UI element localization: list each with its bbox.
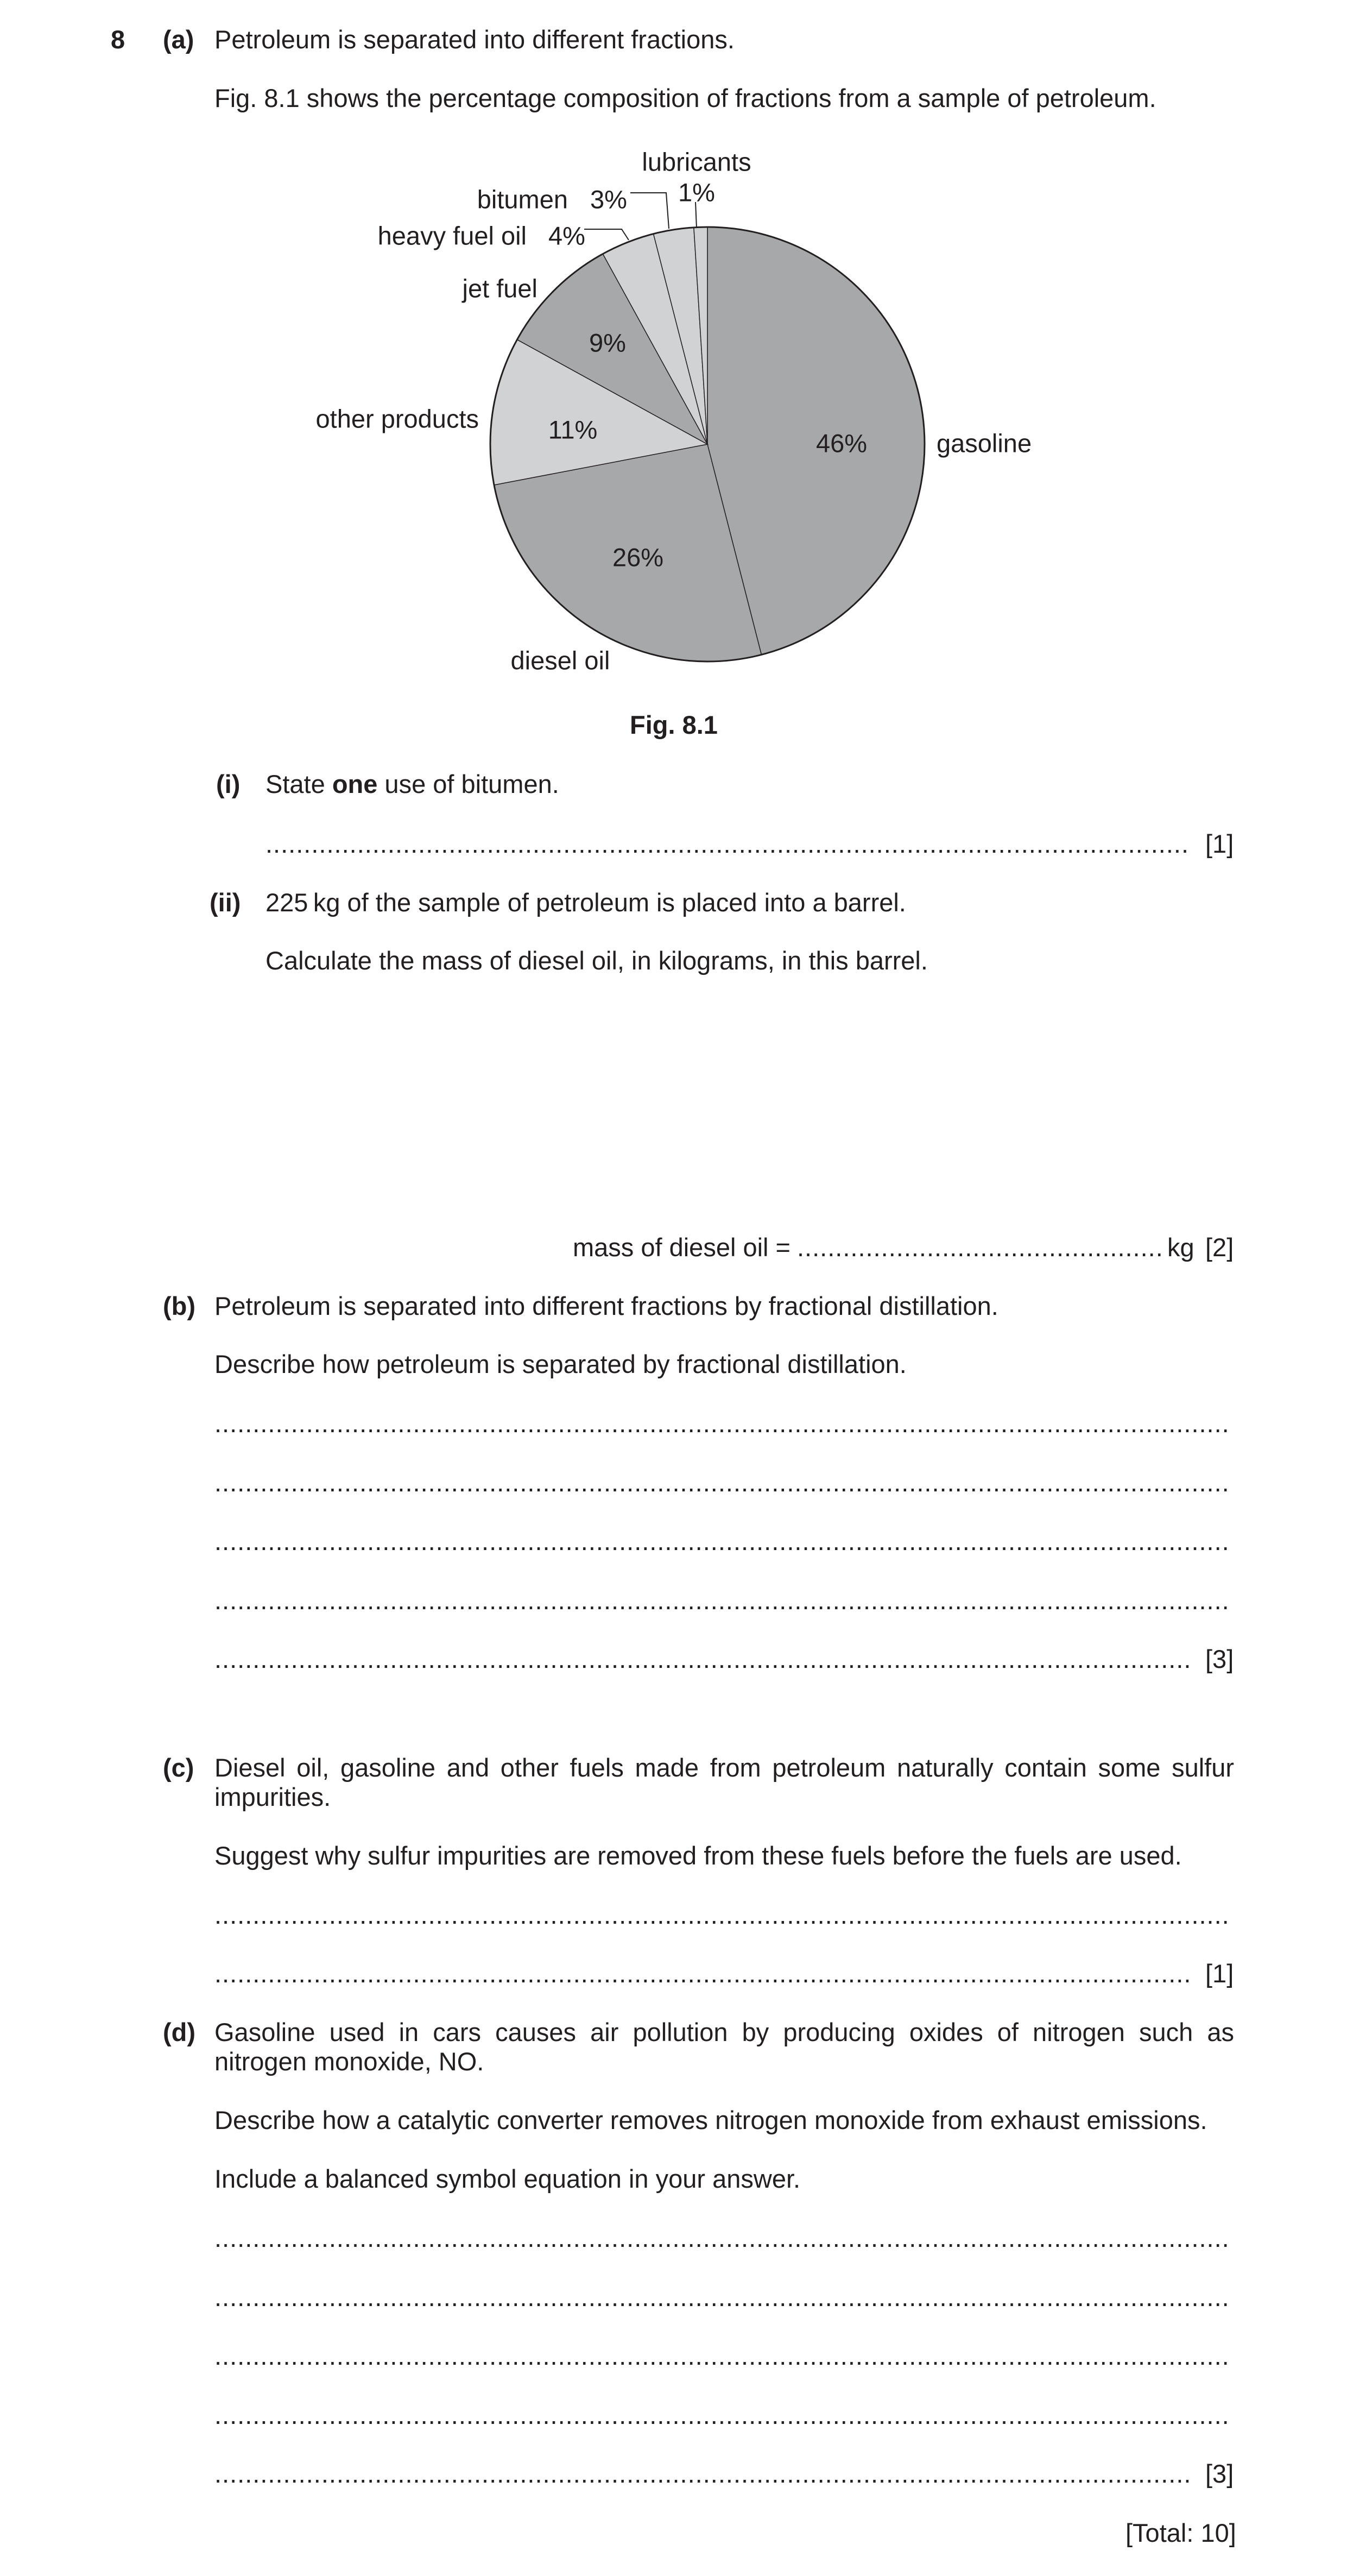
answer-line-a-i[interactable] — [265, 829, 1191, 856]
answer-line-b-3[interactable] — [214, 1527, 1231, 1554]
part-d-label: (d) — [163, 2018, 196, 2046]
answer-line-d-3[interactable] — [214, 2341, 1231, 2369]
slice-label-bitumen: bitumen — [477, 185, 568, 214]
slice-value-jet-fuel: 9% — [589, 328, 626, 357]
part-a-label: (a) — [163, 25, 194, 54]
leader-line-heavy-fuel-oil — [584, 229, 629, 240]
part-b-label: (b) — [163, 1292, 196, 1320]
marks-a-i: [1] — [1205, 829, 1234, 858]
answer-line-d-4[interactable] — [214, 2401, 1231, 2428]
pie-chart — [304, 125, 1064, 684]
unit-kg: kg — [1167, 1233, 1194, 1262]
slice-value-other-products: 11% — [548, 415, 598, 444]
answer-line-b-1[interactable] — [214, 1409, 1231, 1436]
marks-b: [3] — [1205, 1645, 1234, 1673]
answer-label-diesel: mass of diesel oil = — [573, 1233, 791, 1262]
sub-i-text-after: use of bitumen. — [377, 770, 559, 798]
answer-line-d-1[interactable] — [214, 2224, 1231, 2251]
answer-line-b-5[interactable] — [214, 1645, 1192, 1672]
sub-ii-label: (ii) — [210, 888, 241, 917]
sub-ii-text-2: Calculate the mass of diesel oil, in kilograms, in this barrel. — [265, 946, 928, 975]
answer-line-b-2[interactable] — [214, 1468, 1231, 1495]
part-c-text-2: Suggest why sulfur impurities are removed from these fuels before the fuels are used. — [214, 1841, 1182, 1870]
marks-d: [3] — [1205, 2459, 1234, 2488]
slice-label-lubricants: lubricants — [642, 147, 751, 177]
question-number: 8 — [111, 25, 125, 54]
slice-value-heavy-fuel-oil: 4% — [548, 221, 585, 250]
slice-value-diesel-oil: 26% — [612, 543, 664, 572]
answer-line-b-4[interactable] — [214, 1586, 1231, 1613]
leader-line-bitumen — [630, 193, 669, 229]
part-b-text-2: Describe how petroleum is separated by fractional distillation. — [214, 1350, 907, 1378]
answer-line-d-2[interactable] — [214, 2283, 1231, 2310]
sub-ii-text-1: 225 kg of the sample of petroleum is placed into a barrel. — [265, 888, 906, 917]
slice-label-other-products: other products — [315, 404, 479, 433]
answer-line-d-5[interactable] — [214, 2459, 1192, 2486]
part-c-text-1: Diesel oil, gasoline and other fuels made from petroleum naturally contain some sulfur impurities. — [214, 1753, 1234, 1812]
slice-value-lubricants: 1% — [678, 178, 715, 207]
part-d-text-3: Include a balanced symbol equation in your answer. — [214, 2164, 801, 2193]
slice-label-jet-fuel: jet fuel — [462, 274, 537, 303]
slice-label-diesel-oil: diesel oil — [510, 646, 610, 675]
part-c-label: (c) — [163, 1753, 194, 1782]
sub-i-text-before: State — [265, 770, 332, 798]
answer-line-c-1[interactable] — [214, 1900, 1231, 1928]
figure-caption: Fig. 8.1 — [630, 710, 718, 739]
part-d-text-2: Describe how a catalytic converter removes nitrogen monoxide from exhaust emissions. — [214, 2106, 1207, 2134]
sub-i-label: (i) — [216, 770, 241, 798]
part-d-text-1: Gasoline used in cars causes air pollution by producing oxides of nitrogen such as nitrogen monoxide, NO. — [214, 2018, 1234, 2076]
sub-i-question — [265, 770, 559, 799]
slice-label-gasoline: gasoline — [937, 429, 1032, 458]
slice-value-bitumen: 3% — [590, 185, 627, 214]
answer-line-c-2[interactable] — [214, 1959, 1192, 1986]
fig-intro: Fig. 8.1 shows the percentage composition of fractions from a sample of petroleum. — [214, 84, 1156, 112]
answer-line-diesel[interactable] — [797, 1233, 1161, 1260]
total-marks: [Total: 10] — [1125, 2518, 1236, 2547]
sub-i-text-bold: one — [332, 770, 378, 798]
slice-value-gasoline: 46% — [815, 429, 868, 458]
slice-label-heavy-fuel-oil: heavy fuel oil — [377, 221, 527, 250]
marks-a-ii: [2] — [1205, 1233, 1234, 1262]
part-b-text-1: Petroleum is separated into different fractions by fractional distillation. — [214, 1292, 998, 1320]
part-a-intro: Petroleum is separated into different fractions. — [214, 25, 735, 54]
marks-c: [1] — [1205, 1959, 1234, 1988]
